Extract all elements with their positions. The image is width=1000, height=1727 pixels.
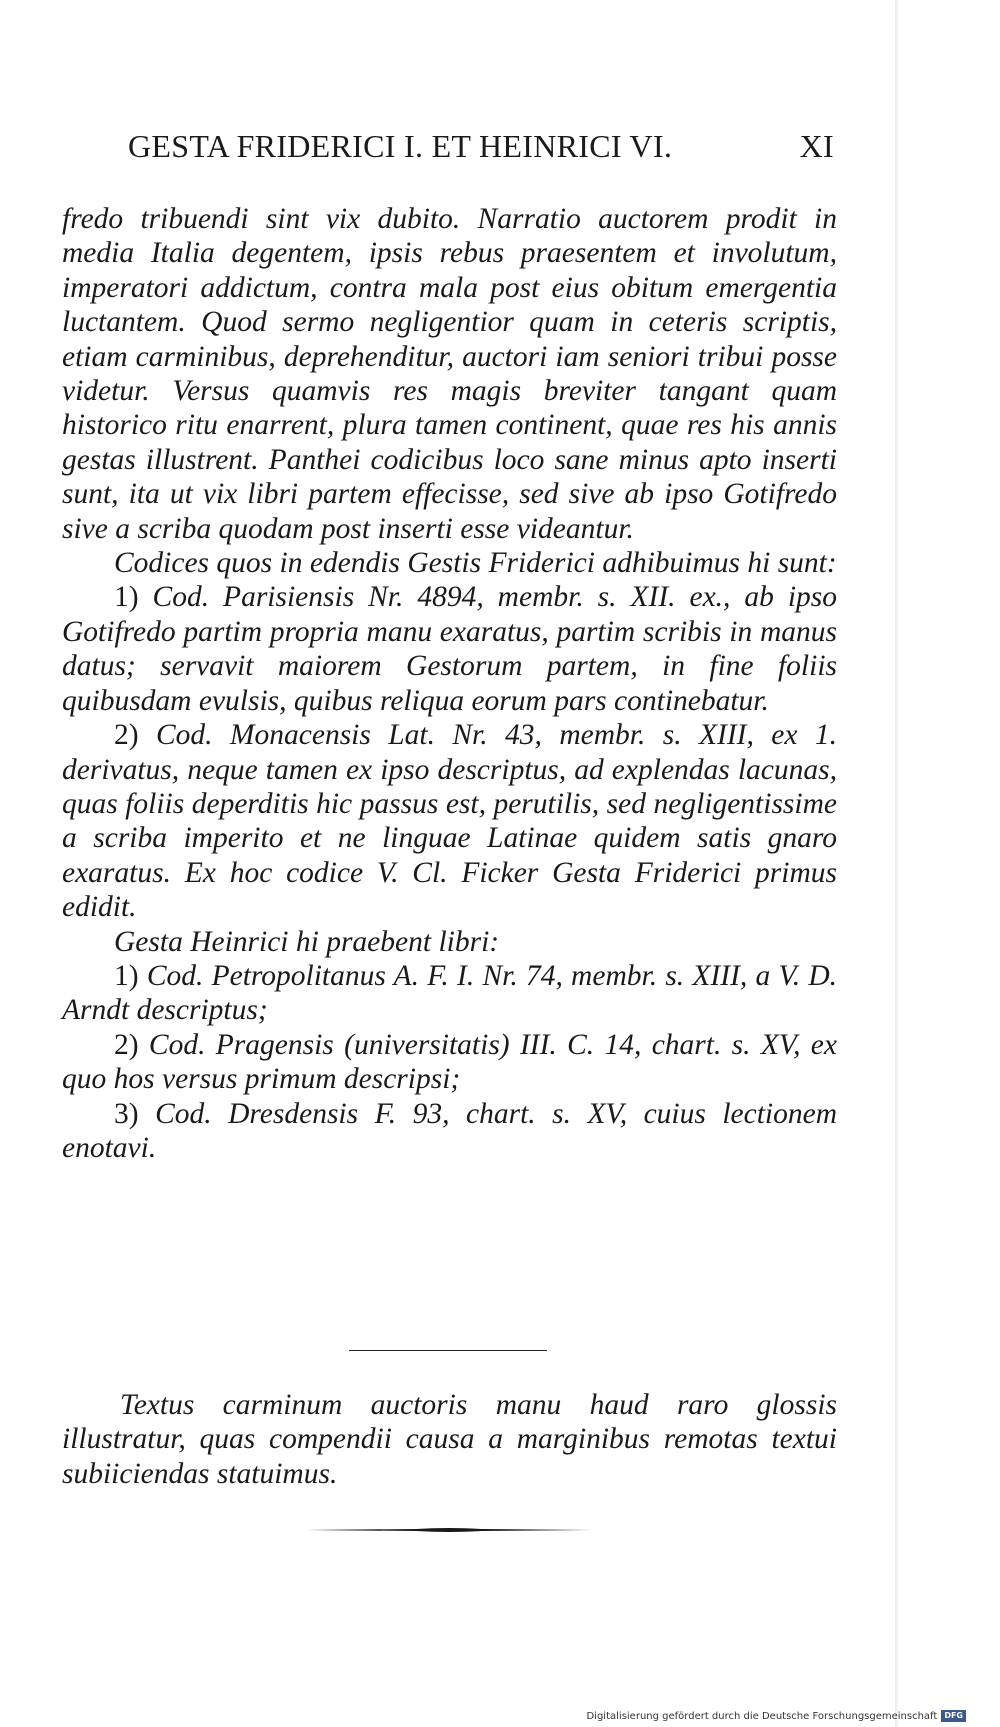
list-item-codex-pragensis — [62, 1028, 837, 1097]
running-header — [128, 128, 834, 172]
paragraph-intro — [62, 202, 837, 546]
list-number: 3) — [114, 1097, 139, 1130]
paragraph-text: fredo tribuendi sint vix dubito. Narratio auctorem prodit in media Italia degentem, ipsis rebus praesentem et involutum, imperatori addictum, contra mala post eius obitum emergentia luctantem. Quod sermo negligentior quam in ceteris scriptis, etiam carminibus, deprehenditur, auctori iam seniori tribui posse videtur. Versus quamvis res magis breviter tangant quam historico ritu enarrent, plura tamen continent, quae res his annis gestas illustrent. Panthei codicibus loco sane minus apto inserti sunt, ita ut vix libri partem effecisse, sed sive ab ipso Gotifredo sive a scriba quodam post inserti esse videantur. — [62, 203, 837, 545]
list-number: 1) — [114, 581, 139, 614]
list-item-codex-petropolitanus — [62, 959, 837, 1028]
paragraph-text: Codices quos in edendis Gestis Friderici adhibuimus hi sunt: — [114, 547, 837, 580]
paragraph-text: Gesta Heinrici hi praebent libri: — [114, 925, 500, 958]
list-item-codex-dresdensis — [62, 1097, 837, 1166]
section-divider — [349, 1350, 547, 1351]
list-item-text: Cod. Monacensis Lat. Nr. 43, membr. s. XIII, ex 1. derivatus, neque tamen ex ipso descriptus, ad explendas lacunas, quas foliis deperditis hic passus est, perutilis, sed negligentissime a scriba imperito et ne linguae Latinae quidem satis gnaro exaratus. Ex hoc codice V. Cl. Ficker Gesta Friderici primus edidit. — [62, 719, 838, 924]
paragraph-codices-intro — [62, 546, 837, 580]
note-paragraph: Textus carminum auctoris manu haud raro glossis illustratur, quas compendii causa a marginibus remotas textui subiiciendas statuimus. — [62, 1389, 837, 1490]
list-item-codex-monacensis — [62, 718, 837, 924]
credit-text: Digitalisierung gefördert durch die Deutsche Forschungsgemeinschaft — [586, 1710, 938, 1722]
running-title: GESTA FRIDERICI I. ET HEINRICI VI. — [128, 128, 673, 164]
page-edge — [895, 0, 898, 1727]
page-number: XI — [799, 128, 834, 164]
body-text — [62, 202, 837, 1165]
list-item-text: Cod. Dresdensis F. 93, chart. s. XV, cuius lectionem enotavi. — [62, 1097, 837, 1164]
list-number: 2) — [114, 719, 139, 752]
list-item-text: Cod. Parisiensis Nr. 4894, membr. s. XII. ex., ab ipso Gotifredo partim propria manu exaratus, partim scribis in manus datus; servavit maiorem Gestorum partem, in fine foliis quibusdam evulsis, quibus reliqua eorum pars continebatur. — [62, 581, 838, 717]
digitization-credit — [586, 1710, 966, 1722]
list-item-text: Cod. Petropolitanus A. F. I. Nr. 74, membr. s. XIII, a V. D. Arndt descriptus; — [62, 959, 837, 1027]
list-number: 2) — [114, 1028, 139, 1061]
paragraph-heinrici-intro — [62, 925, 837, 959]
list-number: 1) — [114, 959, 139, 992]
dfg-logo: DFG — [941, 1710, 966, 1722]
list-item-text: Cod. Pragensis (universitatis) III. C. 14, chart. s. XV, ex quo hos versus primum descripsi; — [62, 1028, 837, 1096]
editorial-note — [62, 1388, 837, 1491]
list-item-codex-parisiensis — [62, 580, 837, 718]
end-ornament-rule — [306, 1526, 592, 1534]
